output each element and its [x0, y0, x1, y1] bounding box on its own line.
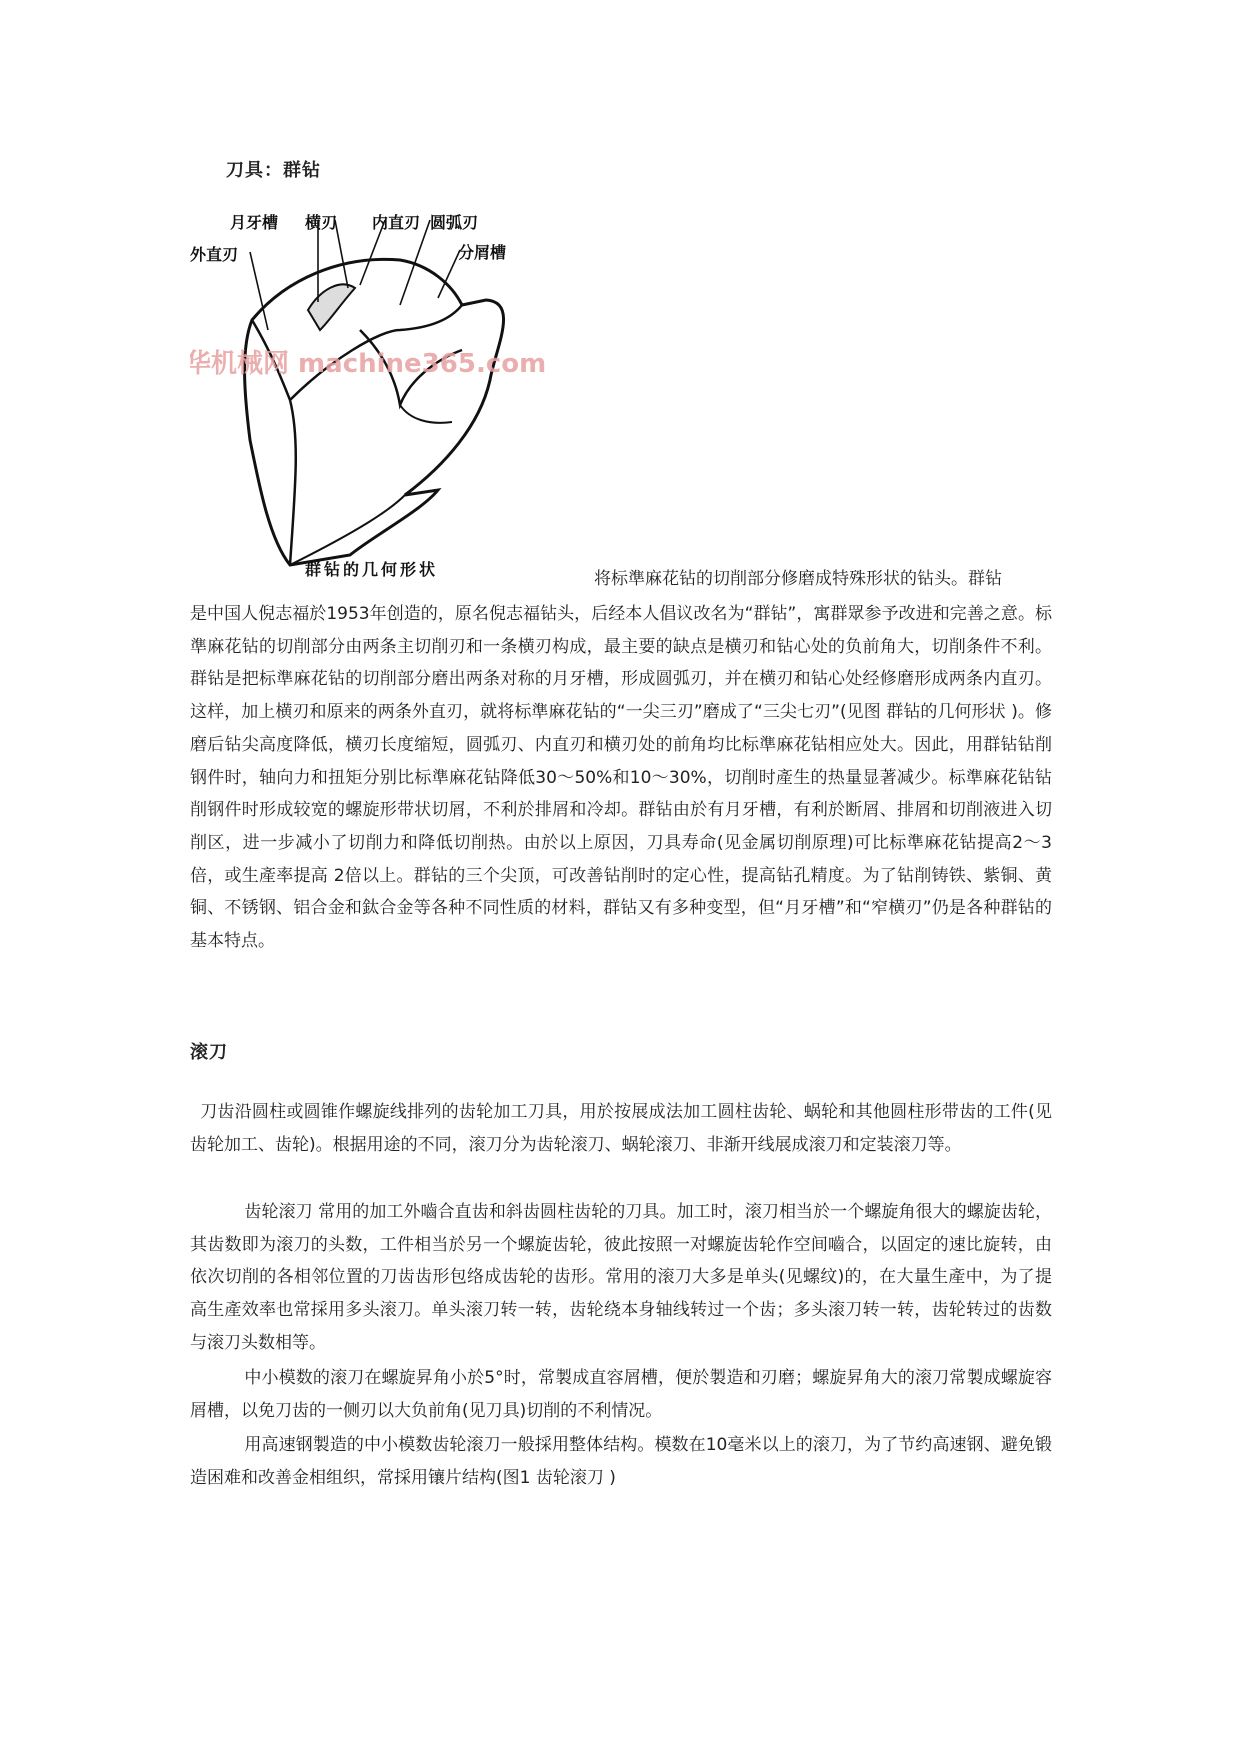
watermark-text: 华机械网 machine365.com	[190, 349, 547, 379]
section2-paragraph-3: 中小模数的滚刀在螺旋昇角小於5°时，常製成直容屑槽，便於製造和刃磨；螺旋昇角大的滚刀常製成螺旋容屑槽，以免刀齿的一侧刃以大负前角(见刀具)切削的不利情况。	[190, 1368, 1052, 1421]
figure-caption: 群钻的几何形状	[305, 560, 439, 579]
drill-geometry-figure	[190, 210, 575, 585]
section2-title: 滚刀	[190, 1042, 228, 1063]
section1-first-line: 将标準麻花钻的切削部分修磨成特殊形状的钻头。群钻	[594, 569, 1002, 589]
drill-diagram	[190, 210, 575, 585]
label-waizhiren: 外直刃	[190, 245, 239, 264]
label-fenxiecao: 分屑槽	[458, 243, 507, 262]
label-hengren: 横刃	[305, 213, 338, 232]
section2-paragraph-4: 用高速钢製造的中小模数齿轮滚刀一般採用整体结构。模数在10毫米以上的滚刀，为了节约高速钢、避免锻造困难和改善金相组织，常採用镶片结构(图1 齿轮滚刀 )	[190, 1435, 1052, 1488]
label-yueyacao: 月牙槽	[230, 213, 279, 232]
label-neizhiren: 内直刃	[372, 213, 421, 232]
label-yuanhuren: 圆弧刃	[430, 213, 479, 232]
section1-title: 刀具：群钻	[226, 160, 321, 181]
section2-paragraph-1: 刀齿沿圆柱或圆锥作螺旋线排列的齿轮加工刀具，用於按展成法加工圆柱齿轮、蜗轮和其他圆柱形带齿的工件(见齿轮加工、齿轮)。根据用途的不同，滚刀分为齿轮滚刀、蜗轮滚刀、非渐开线展成滚刀和定装滚刀等。	[190, 1102, 1052, 1155]
section1-paragraph: 是中国人倪志福於1953年创造的，原名倪志福钻头，后经本人倡议改名为“群钻”，寓群眾参予改进和完善之意。标準麻花钻的切削部分由两条主切削刃和一条横刃构成，最主要的缺点是横刃和钻心处的负前角大，切削条件不利。群钻是把标準麻花钻的切削部分磨出两条对称的月牙槽，形成圆弧刃，并在横刃和钻心处经修磨形成两条内直刃。这样，加上横刃和原来的两条外直刃，就将标準麻花钻的“一尖三刃”磨成了“三尖七刃”(见图 群钻的几何形状 )。修磨后钻尖高度降低，横刃长度缩短，圆弧刃、内直刃和横刃处的前角均比标準麻花钻相应处大。因此，用群钻钻削钢件时，轴向力和扭矩分别比标準麻花钻降低30～50%和10～30%，切削时產生的热量显著减少。标準麻花钻钻削钢件时形成较宽的螺旋形带状切屑，不利於排屑和冷却。群钻由於有月牙槽，有利於断屑、排屑和切削液进入切削区，进一步减小了切削力和降低切削热。由於以上原因，刀具寿命(见金属切削原理)可比标準麻花钻提高2～3倍，或生產率提高 2倍以上。群钻的三个尖顶，可改善钻削时的定心性，提高钻孔精度。为了钻削铸铁、紫铜、黄铜、不锈钢、铝合金和鈦合金等各种不同性质的材料，群钻又有多种变型，但“月牙槽”和“窄横刃”仍是各种群钻的基本特点。	[190, 604, 1052, 952]
section2-paragraph-2: 齿轮滚刀 常用的加工外嚙合直齿和斜齿圆柱齿轮的刀具。加工时，滚刀相当於一个螺旋角很大的螺旋齿轮，其齿数即为滚刀的头数，工件相当於另一个螺旋齿轮，彼此按照一对螺旋齿轮作空间嚙合，以固定的速比旋转，由依次切削的各相邻位置的刀齿齿形包络成齿轮的齿形。常用的滚刀大多是单头(见螺纹)的，在大量生產中，为了提高生產效率也常採用多头滚刀。单头滚刀转一转，齿轮绕本身轴线转过一个齿；多头滚刀转一转，齿轮转过的齿数与滚刀头数相等。	[190, 1202, 1052, 1353]
